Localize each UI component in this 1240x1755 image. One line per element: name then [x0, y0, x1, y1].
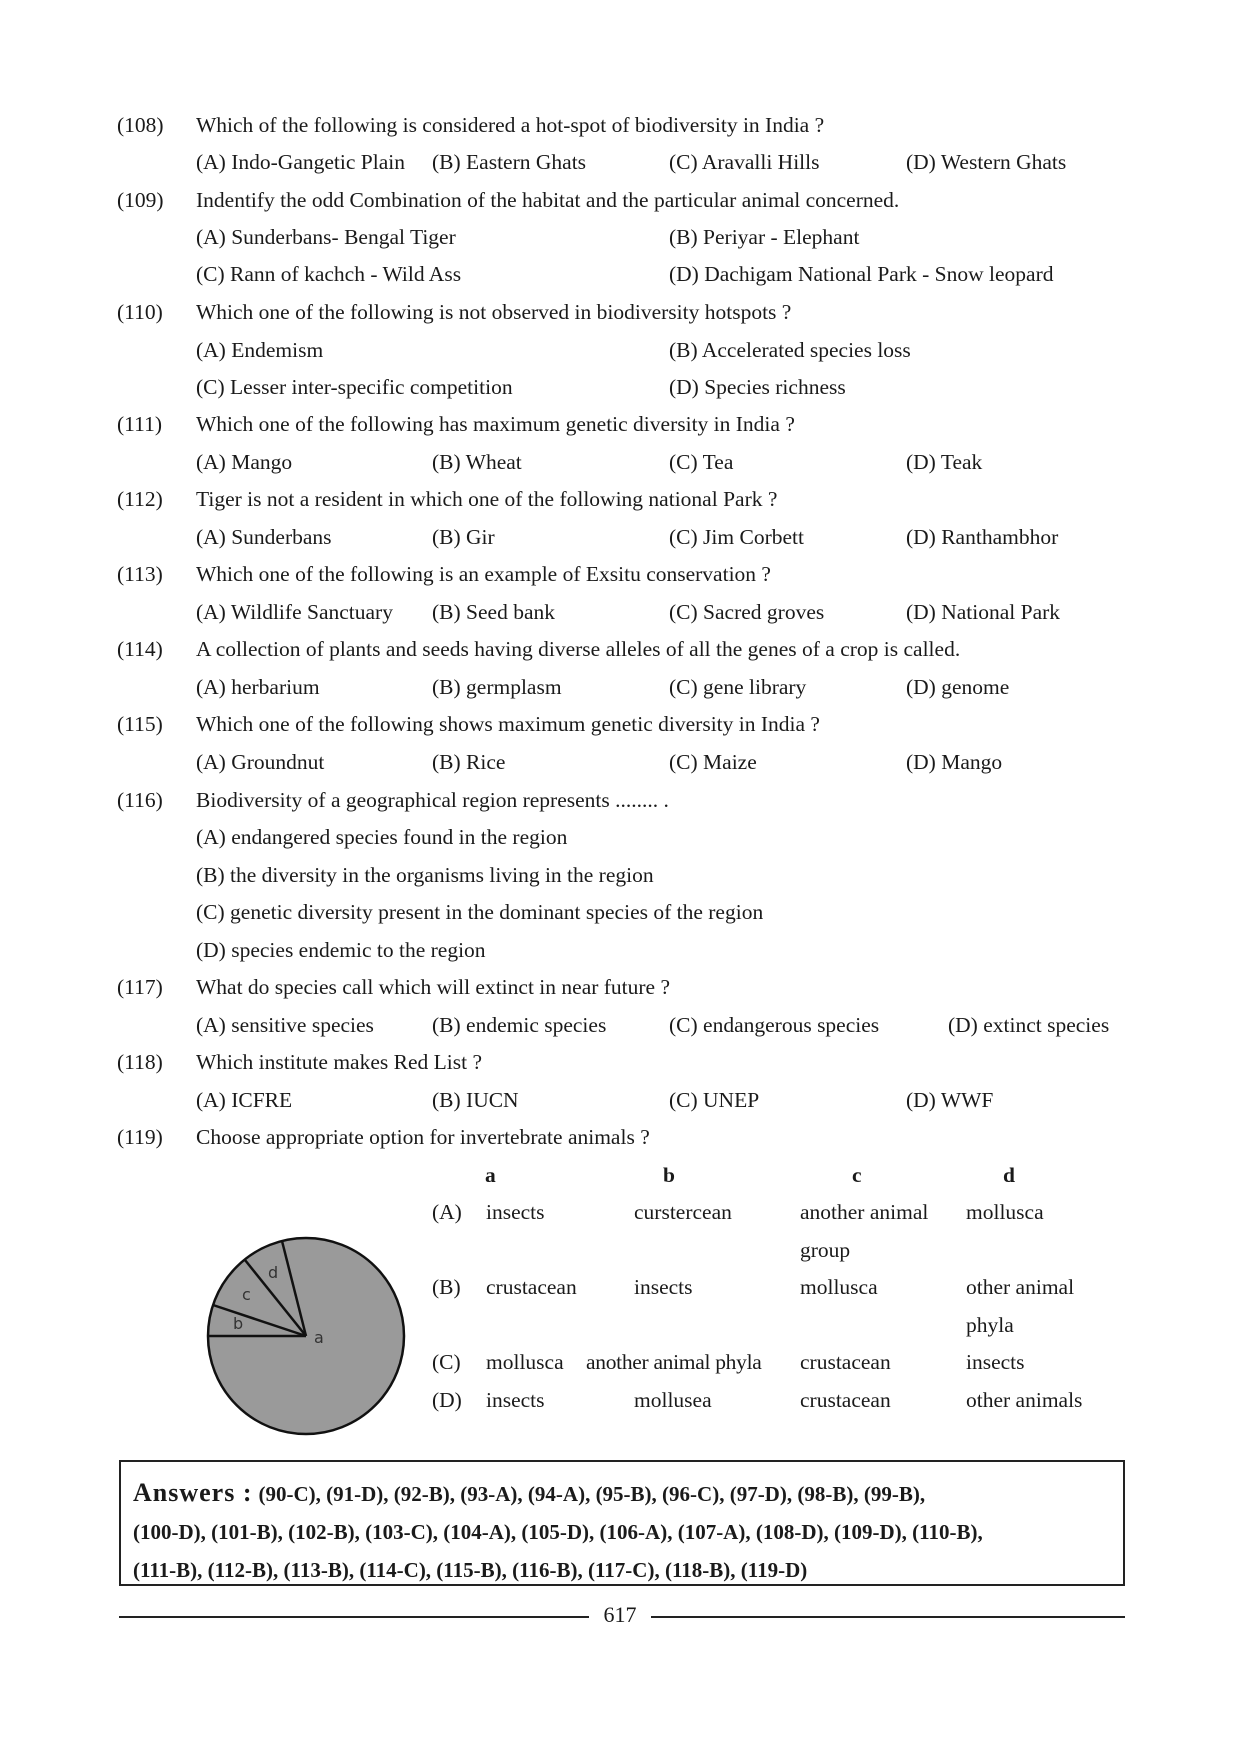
- question-text: Which one of the following shows maximum genetic diversity in India ?: [196, 712, 820, 736]
- option: (A) herbarium: [196, 675, 320, 699]
- option: (B) Periyar - Elephant: [669, 225, 860, 249]
- answers-label: Answers :: [133, 1478, 253, 1507]
- table-header-b: b: [663, 1163, 675, 1187]
- question-text: Choose appropriate option for invertebrate animals ?: [196, 1125, 650, 1149]
- question-text: Which one of the following is an example of Exsitu conservation ?: [196, 562, 771, 586]
- option: (D) Dachigam National Park - Snow leopard: [669, 262, 1054, 286]
- option: (A) Wildlife Sanctuary: [196, 600, 393, 624]
- option: (C) Aravalli Hills: [669, 150, 820, 174]
- question-text: A collection of plants and seeds having diverse alleles of all the genes of a crop is called.: [196, 637, 961, 661]
- option: (D) Teak: [906, 450, 983, 474]
- option: (D) Ranthambhor: [906, 525, 1059, 549]
- table-cell: insects: [634, 1275, 693, 1299]
- table-cell: group: [800, 1238, 851, 1262]
- table-cell: crustacean: [800, 1388, 891, 1412]
- answers-line: (100-D), (101-B), (102-B), (103-C), (104-A), (105-D), (106-A), (107-A), (108-D), (109-D), (110-B),: [133, 1520, 983, 1544]
- table-cell: mollusea: [634, 1388, 712, 1412]
- option: (B) germplasm: [432, 675, 562, 699]
- option: (A) endangered species found in the region: [196, 825, 568, 849]
- table-cell: other animals: [966, 1388, 1083, 1412]
- table-cell: insects: [486, 1200, 545, 1224]
- option: (D) species endemic to the region: [196, 938, 486, 962]
- option: (B) Accelerated species loss: [669, 338, 911, 362]
- answers-line: (90-C), (91-D), (92-B), (93-A), (94-A), (95-B), (96-C), (97-D), (98-B), (99-B),: [258, 1482, 926, 1506]
- option: (C) endangerous species: [669, 1013, 880, 1037]
- footer-rule-right: [651, 1616, 1125, 1618]
- question-text: Which one of the following is not observed in biodiversity hotspots ?: [196, 300, 792, 324]
- option: (D) Species richness: [669, 375, 846, 399]
- option: (A) Sunderbans- Bengal Tiger: [196, 225, 456, 249]
- question-number: (108): [117, 113, 164, 137]
- table-cell: another animal: [800, 1200, 929, 1224]
- table-row-label: (C): [432, 1350, 461, 1374]
- option: (C) Jim Corbett: [669, 525, 804, 549]
- table-row-label: (A): [432, 1200, 462, 1224]
- table-cell: crustacean: [800, 1350, 891, 1374]
- footer-rule-left: [119, 1616, 589, 1618]
- table-cell: insects: [486, 1388, 545, 1412]
- option: (A) Groundnut: [196, 750, 325, 774]
- table-cell: another animal phyla: [586, 1350, 762, 1374]
- option: (D) National Park: [906, 600, 1061, 624]
- option: (C) Tea: [669, 450, 734, 474]
- table-cell: curstercean: [634, 1200, 732, 1224]
- option: (B) Wheat: [432, 450, 522, 474]
- question-text: Indentify the odd Combination of the habitat and the particular animal concerned.: [196, 188, 900, 212]
- pie-label-a: a: [314, 1328, 324, 1347]
- question-text: Biodiversity of a geographical region represents ........ .: [196, 788, 669, 812]
- option: (B) the diversity in the organisms living in the region: [196, 863, 654, 887]
- question-number: (118): [117, 1050, 163, 1074]
- page-number: 617: [603, 1602, 637, 1627]
- pie-label-b: b: [233, 1314, 244, 1333]
- table-row-label: (D): [432, 1388, 462, 1412]
- pie-diagram: [203, 1233, 409, 1439]
- table-cell: phyla: [966, 1313, 1014, 1337]
- question-text: Tiger is not a resident in which one of the following national Park ?: [196, 487, 778, 511]
- question-number: (119): [117, 1125, 163, 1149]
- option: (D) Mango: [906, 750, 1003, 774]
- table-cell: crustacean: [486, 1275, 577, 1299]
- option: (A) Indo-Gangetic Plain: [196, 150, 405, 174]
- option: (D) Western Ghats: [906, 150, 1067, 174]
- table-cell: other animal: [966, 1275, 1075, 1299]
- option: (A) Sunderbans: [196, 525, 332, 549]
- option: (A) Mango: [196, 450, 293, 474]
- question-number: (112): [117, 487, 163, 511]
- table-header-c: c: [852, 1163, 862, 1187]
- option: (A) sensitive species: [196, 1013, 374, 1037]
- table-row-label: (B): [432, 1275, 461, 1299]
- question-text: Which of the following is considered a hot-spot of biodiversity in India ?: [196, 113, 825, 137]
- pie-label-c: c: [242, 1285, 251, 1304]
- question-text: Which one of the following has maximum genetic diversity in India ?: [196, 412, 795, 436]
- option: (C) Maize: [669, 750, 757, 774]
- option: (B) Eastern Ghats: [432, 150, 587, 174]
- option: (C) Rann of kachch - Wild Ass: [196, 262, 462, 286]
- option: (C) Lesser inter-specific competition: [196, 375, 513, 399]
- question-number: (117): [117, 975, 163, 999]
- option: (B) Seed bank: [432, 600, 555, 624]
- answers-line: (111-B), (112-B), (113-B), (114-C), (115-B), (116-B), (117-C), (118-B), (119-D): [133, 1558, 808, 1582]
- table-cell: mollusca: [800, 1275, 878, 1299]
- option: (C) Sacred groves: [669, 600, 825, 624]
- table-cell: mollusca: [966, 1200, 1044, 1224]
- option: (B) IUCN: [432, 1088, 519, 1112]
- table-header-d: d: [1003, 1163, 1015, 1187]
- question-number: (114): [117, 637, 163, 661]
- question-number: (116): [117, 788, 163, 812]
- table-cell: mollusca: [486, 1350, 564, 1374]
- question-number: (109): [117, 188, 164, 212]
- option: (A) ICFRE: [196, 1088, 293, 1112]
- option: (C) gene library: [669, 675, 807, 699]
- table-header-a: a: [485, 1163, 496, 1187]
- question-number: (115): [117, 712, 163, 736]
- pie-label-d: d: [268, 1263, 279, 1282]
- answers-box: [119, 1460, 1125, 1586]
- question-text: Which institute makes Red List ?: [196, 1050, 483, 1074]
- option: (D) genome: [906, 675, 1010, 699]
- option: (D) extinct species: [948, 1013, 1110, 1037]
- option: (C) UNEP: [669, 1088, 760, 1112]
- option: (A) Endemism: [196, 338, 324, 362]
- option: (B) endemic species: [432, 1013, 607, 1037]
- question-number: (111): [117, 412, 162, 436]
- option: (C) genetic diversity present in the dominant species of the region: [196, 900, 764, 924]
- option: (B) Gir: [432, 525, 495, 549]
- question-number: (113): [117, 562, 163, 586]
- question-number: (110): [117, 300, 163, 324]
- option: (B) Rice: [432, 750, 506, 774]
- option: (D) WWF: [906, 1088, 994, 1112]
- table-cell: insects: [966, 1350, 1025, 1374]
- question-text: What do species call which will extinct in near future ?: [196, 975, 671, 999]
